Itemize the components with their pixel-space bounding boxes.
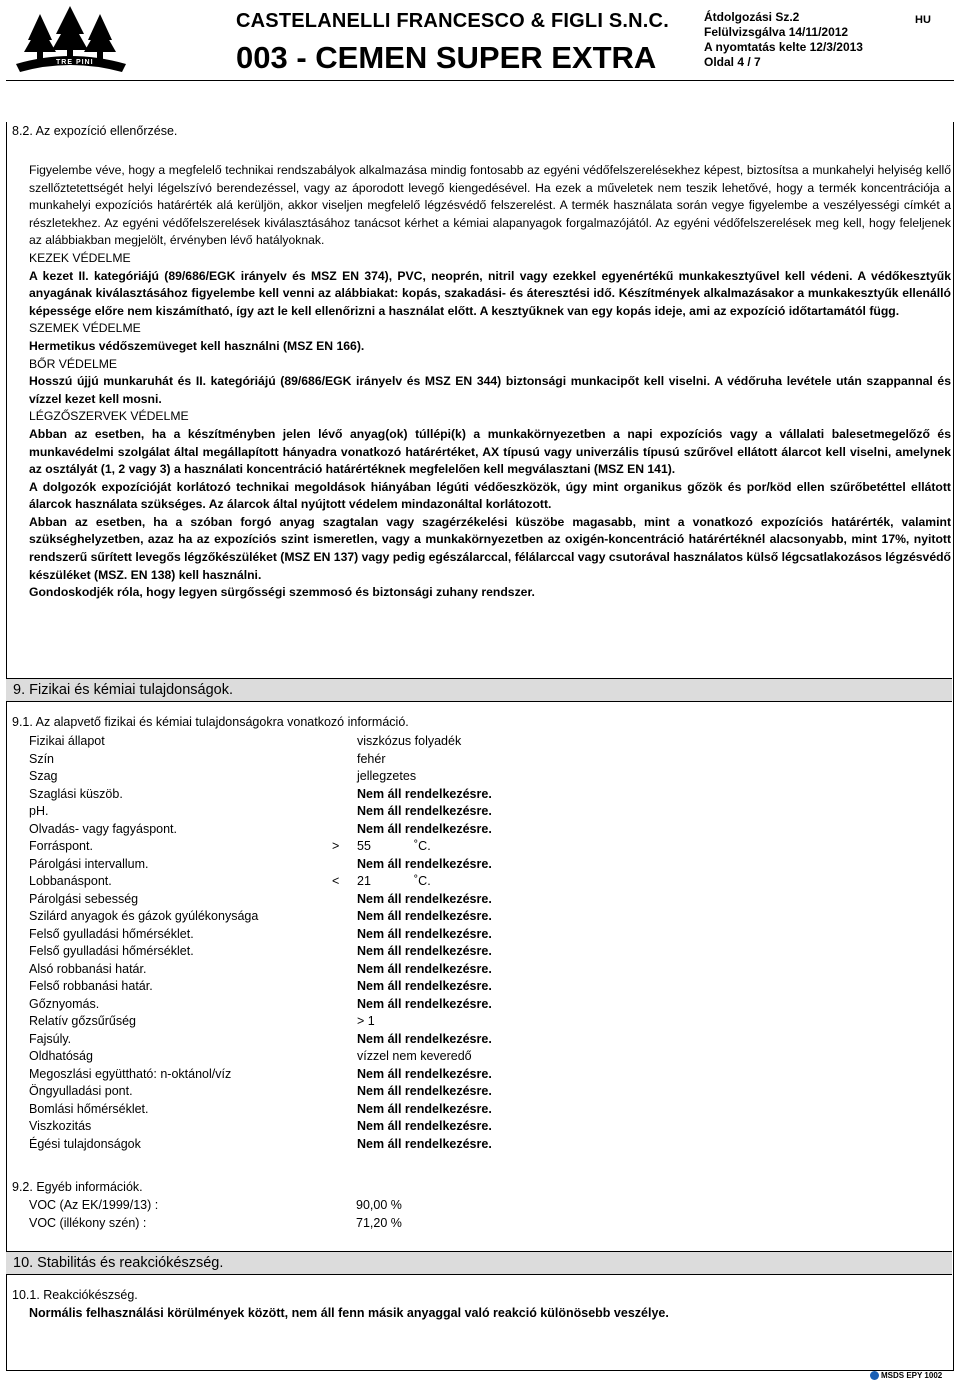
property-label: Felső gyulladási hőmérséklet. — [29, 926, 194, 941]
respiratory-text-1: Abban az esetben, ha a készítményben jelen lévő anyag(ok) túllépi(k) a munkakörnyezetben a napi expozíciós vagy a vállalati balesetmegelőző és munkavédelmi szolgálat által megállapított hányadra vonatkozó határértéket, AX típusú vagy univerzális típusú szűrővel ellátott álarcot kell viselni, amelynek az osztályát (1, 2 vagy 3) a használati koncentráció határértéknek megfelelően kell megválasztani (MSZ EN 141). — [29, 426, 951, 477]
section-9-1-title: 9.1. Az alapvető fizikai és kémiai tulajdonságokra vonatkozó információ. — [12, 715, 409, 729]
property-label: Relatív gőzsűrűség — [29, 1014, 137, 1028]
property-operator: < — [332, 874, 340, 888]
property-value: Nem áll rendelkezésre. — [357, 821, 492, 836]
property-value: Nem áll rendelkezésre. — [357, 909, 492, 923]
property-value: Nem áll rendelkezésre. — [357, 1119, 492, 1133]
section-9-title: 9. Fizikai és kémiai tulajdonságok. — [13, 682, 234, 698]
property-label: Bomlási hőmérséklet. — [29, 1101, 149, 1116]
property-value: Nem áll rendelkezésre. — [357, 856, 492, 871]
property-value: Nem áll rendelkezésre. — [357, 926, 492, 941]
property-value: fehér — [357, 751, 386, 766]
page-header — [6, 4, 954, 80]
property-value: Nem áll rendelkezésre. — [357, 804, 492, 818]
footer-logo-icon — [870, 1371, 879, 1380]
section-8-2-body — [29, 162, 951, 602]
property-label: Felső gyulladási hőmérséklet. — [29, 944, 194, 958]
property-label: Forráspont. — [29, 839, 93, 853]
voc-2-label: VOC (illékony szén) : — [29, 1216, 147, 1230]
property-label: Megoszlási együttható: n-oktánol/víz — [29, 1066, 232, 1081]
section-8-2-title: 8.2. Az expozíció ellenőrzése. — [12, 124, 178, 138]
property-unit: ˚C. — [414, 874, 431, 888]
property-label: Felső robbanási határ. — [29, 979, 153, 993]
property-label: Égési tulajdonságok — [29, 1136, 141, 1151]
revision-block — [704, 10, 863, 70]
page-number: Oldal 4 / 7 — [704, 55, 761, 69]
property-label: Alsó robbanási határ. — [29, 961, 147, 976]
language-code: HU — [915, 14, 931, 26]
property-label: Oldhatóság — [29, 1049, 93, 1063]
property-label: pH. — [29, 804, 49, 818]
header-divider — [6, 80, 954, 81]
property-value: Nem áll rendelkezésre. — [357, 1031, 492, 1046]
exposure-text: Figyelembe véve, hogy a megfelelő technikai rendszabályok alkalmazása mindig fontosabb az egyéni védőfelszerelésekhez képest, biztosítsa a munkahelyi helyiség kellő szellőztetettségét helyi légelszívó berendezéssel, vagy az áporodott levegő kiengedésével. Ha ezek a műveletek nem teszik lehetővé, hogy a termék koncentrációja a munkahelyi expozíciós határérték alá kerüljön, akkor viseljen megfelelő légzésvédő felszerelést. A termék használata során vegye figyelembe a veszélyességi címkét a részletekhez. Az egyéni védőfelszerelések kiválasztásához tanácsot kérhet a kémiai alapanyagok forgalmazójától. Az egyéni védőfelszerelések meg kell, hogy feleljenek az alábbiakban megjelölt, érvényben lévő hatályoknak. — [29, 163, 951, 248]
property-label: Párolgási intervallum. — [29, 856, 149, 871]
property-value: > 1 — [357, 1014, 375, 1028]
section-9-2-title: 9.2. Egyéb információk. — [12, 1180, 143, 1194]
respiratory-text-3: Abban az esetben, ha a szóban forgó anyag szagtalan vagy szagérzékelési küszöbe magasabb, mint a vonatkozó expozíciós határérték, valamint szükséghelyzetben, azaz ha az expozíciós szint ismeretlen, vagy a munkakörnyezetben az oxigén-koncentráció határértéknél alacsonyabb, mint 17%, nyitott rendszerű sűrített levegős légzőkészüléket (MSZ EN 137) vagy pedig egészálarccal, félálarccal vagy csutorával használatos külső légcsatlakozásos légzésvédő készüléket (MSZ. EN 138) kell használni. — [29, 514, 951, 582]
review-date: Felülvizsgálva 14/11/2012 — [704, 25, 849, 39]
section-10-title: 10. Stabilitás és reakciókészség. — [13, 1255, 224, 1271]
property-label: Öngyulladási pont. — [29, 1084, 133, 1098]
property-label: Gőznyomás. — [29, 996, 100, 1011]
respiratory-text-4: Gondoskodjék róla, hogy legyen sürgősségi szemmosó és biztonsági zuhany rendszer. — [29, 585, 535, 600]
company-name: CASTELANELLI FRANCESCO & FIGLI S.N.C. — [236, 10, 669, 32]
property-label: Szaglási küszöb. — [29, 786, 123, 801]
property-label: Lobbanáspont. — [29, 874, 112, 888]
exposure-paragraph — [29, 162, 951, 250]
property-label: Olvadás- vagy fagyáspont. — [29, 821, 177, 836]
property-value: viszkózus folyadék — [357, 734, 462, 748]
tre-pini-logo — [6, 4, 136, 78]
property-value: Nem áll rendelkezésre. — [357, 786, 492, 801]
voc-1-value: 90,00 % — [356, 1198, 402, 1212]
footer-mark — [870, 1371, 942, 1380]
respiratory-title: LÉGZŐSZERVEK VÉDELME — [29, 409, 189, 424]
property-value: Nem áll rendelkezésre. — [357, 996, 492, 1011]
property-value: jellegzetes — [357, 769, 417, 783]
eyes-title: SZEMEK VÉDELME — [29, 321, 141, 336]
property-value: Nem áll rendelkezésre. — [357, 1066, 492, 1081]
revision-number: Átdolgozási Sz.2 — [704, 10, 800, 24]
property-label: Párolgási sebesség — [29, 891, 139, 906]
section-10-header — [6, 1251, 952, 1275]
property-label: Szín — [29, 751, 55, 766]
property-value: 55 — [357, 839, 371, 853]
respiratory-text-2: A dolgozók expozícióját korlátozó technikai megoldások hiányában légúti védőeszközök, úgy mint organikus gőzök és por/köd ellen szűrőbetéttel ellátott álarcok használata szükséges. Az álarcok által nyújtott védelem mindazonáltal korlátozott. — [29, 479, 951, 512]
property-value: Nem áll rendelkezésre. — [357, 979, 492, 993]
property-label: Viszkozitás — [29, 1119, 92, 1133]
property-value: Nem áll rendelkezésre. — [357, 891, 492, 906]
property-value: Nem áll rendelkezésre. — [357, 1136, 492, 1151]
property-value: Nem áll rendelkezésre. — [357, 1084, 492, 1098]
voc-1-label: VOC (Az EK/1999/13) : — [29, 1198, 159, 1212]
hands-title: KEZEK VÉDELME — [29, 250, 131, 265]
hands-text: A kezet II. kategóriájú (89/686/EGK irányelv és MSZ EN 374), PVC, neoprén, nitril vagy ezekkel egyenértékű munkakesztyűvel kell védeni. A védőkesztyűk anyagának kiválasztásához figyelembe kell venni az alábbiakat: kopás, szakadási- és áteresztési idő. Készítmények alkalmazásakor a munkakesztyűk ellenálló képessége előre nem kiszámítható, így azt le kell ellenőrizni a használat előtt. A kesztyűknek van egy kopás ideje, ami az expozíció időtartamától függ. — [29, 268, 951, 318]
logo-text: TRE PINI — [56, 59, 94, 66]
property-value: vízzel nem keveredő — [357, 1049, 472, 1063]
property-value: Nem áll rendelkezésre. — [357, 961, 492, 976]
voc-row-1 — [29, 1198, 402, 1212]
property-value: 21 — [357, 874, 371, 888]
product-name: 003 - CEMEN SUPER EXTRA — [236, 40, 657, 75]
section-10-1-title: 10.1. Reakciókészség. — [12, 1288, 138, 1302]
print-date: A nyomtatás kelte 12/3/2013 — [704, 40, 863, 54]
property-unit: ˚C. — [414, 839, 431, 853]
property-label: Fizikai állapot — [29, 734, 105, 748]
skin-text: Hosszú újjú munkaruhát és II. kategóriájú (89/686/EGK irányelv és MSZ EN 344) biztonsági munkacipőt kell viselni. A védőruha levétele után szappannal és vízzel kezet kell mosni. — [29, 374, 951, 406]
property-value: Nem áll rendelkezésre. — [357, 944, 492, 958]
property-operator: > — [332, 839, 340, 853]
footer-mark-text: MSDS EPY 1002 — [881, 1371, 943, 1380]
eyes-text: Hermetikus védőszemüveget kell használni (MSZ EN 166). — [29, 338, 365, 353]
reactivity-text: Normális felhasználási körülmények között, nem áll fenn másik anyaggal való reakció különösebb veszélye. — [29, 1306, 669, 1320]
skin-title: BŐR VÉDELME — [29, 356, 118, 371]
property-label: Szilárd anyagok és gázok gyúlékonysága — [29, 909, 259, 923]
property-value: Nem áll rendelkezésre. — [357, 1101, 492, 1116]
property-label: Fajsúly. — [29, 1031, 72, 1046]
section-9-header — [6, 678, 952, 702]
voc-row-2 — [29, 1216, 402, 1230]
property-label: Szag — [29, 769, 58, 783]
voc-2-value: 71,20 % — [356, 1216, 402, 1230]
